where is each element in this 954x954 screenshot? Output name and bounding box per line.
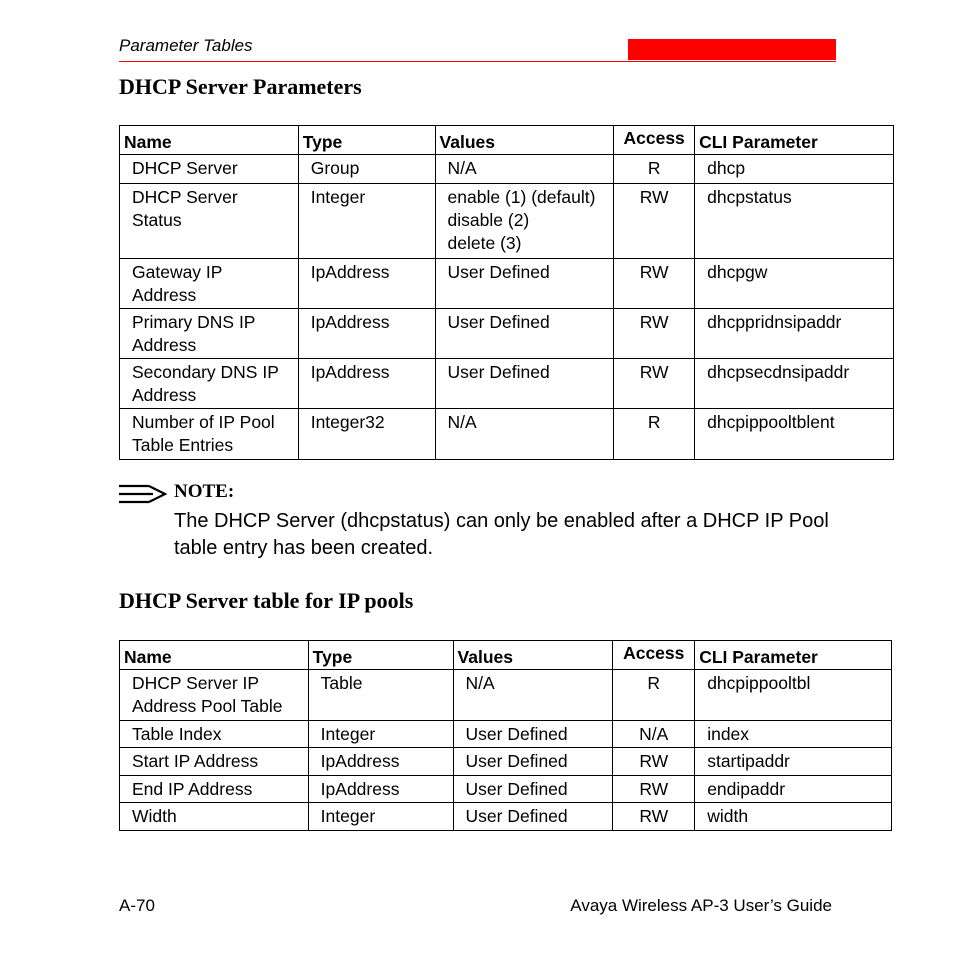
cell-type: Table [308, 670, 453, 721]
cell-access: RW [614, 184, 695, 259]
table-header-row [120, 126, 894, 155]
column-header-cli-parameter: CLI Parameter [695, 641, 892, 670]
cell-name-line: Address [132, 285, 197, 305]
table-row [120, 309, 894, 359]
cell-cli-parameter: startipaddr [695, 748, 892, 776]
cell-name-line: Address Pool Table [132, 696, 283, 716]
cell-name [120, 748, 309, 776]
cell-name-line: Primary DNS IP [132, 312, 256, 332]
cell-cli-parameter: dhcpippooltblent [695, 409, 894, 460]
dhcp-ip-pools-table [119, 640, 892, 831]
cell-name [120, 721, 309, 748]
column-header-type: Type [298, 126, 435, 155]
cell-type: Group [298, 155, 435, 184]
cell-cli-parameter: dhcpsecdnsipaddr [695, 359, 894, 409]
cell-type: IpAddress [298, 309, 435, 359]
cell-name-line: Status [132, 210, 182, 230]
table-row [120, 776, 892, 803]
page-number: A-70 [119, 896, 155, 915]
dhcp-server-parameters-table [119, 125, 894, 460]
cell-cli-parameter: endipaddr [695, 776, 892, 803]
cell-name-line: Table Entries [132, 435, 234, 455]
table-row [120, 670, 892, 721]
cell-values [435, 359, 614, 409]
cell-access: RW [614, 259, 695, 309]
header-accent-bar [628, 39, 836, 60]
note-label: NOTE: [174, 481, 235, 502]
cell-type: IpAddress [298, 259, 435, 309]
cell-values [453, 748, 613, 776]
cell-cli-parameter: index [695, 721, 892, 748]
cell-name [120, 409, 299, 460]
cell-type: IpAddress [308, 776, 453, 803]
cell-values [453, 776, 613, 803]
cell-values [453, 803, 613, 831]
cell-name [120, 309, 299, 359]
note-text: The DHCP Server (dhcpstatus) can only be enabled after a DHCP IP Pool table entry has been created. [174, 510, 829, 559]
column-header-name: Name [120, 641, 309, 670]
cell-values-line: N/A [447, 412, 477, 432]
cell-name-line: DHCP Server [132, 187, 238, 207]
cell-name-line: Table Index [132, 724, 222, 744]
cell-name [120, 776, 309, 803]
cell-cli-parameter: dhcppridnsipaddr [695, 309, 894, 359]
cell-name [120, 259, 299, 309]
cell-name-line: DHCP Server IP [132, 673, 260, 693]
cell-values-line: enable (1) (default) [447, 187, 596, 207]
running-head: Parameter Tables [119, 36, 253, 55]
cell-values [435, 409, 614, 460]
cell-values [453, 670, 613, 721]
column-header-type: Type [308, 641, 453, 670]
cell-type: IpAddress [298, 359, 435, 409]
cell-cli-parameter: width [695, 803, 892, 831]
cell-type: Integer [298, 184, 435, 259]
table-header-row [120, 641, 892, 670]
cell-values [435, 184, 614, 259]
cell-values-line: User Defined [465, 724, 568, 744]
column-header-name: Name [120, 126, 299, 155]
cell-values-line: User Defined [447, 262, 550, 282]
cell-values [453, 721, 613, 748]
cell-access: N/A [613, 721, 695, 748]
section-title-dhcp-server-parameters: DHCP Server Parameters [119, 74, 362, 99]
cell-type: Integer [308, 803, 453, 831]
column-header-access: Access [613, 641, 695, 670]
cell-cli-parameter: dhcp [695, 155, 894, 184]
column-header-cli-parameter: CLI Parameter [695, 126, 894, 155]
guide-title: Avaya Wireless AP-3 User’s Guide [570, 896, 832, 915]
cell-values-line: User Defined [465, 779, 568, 799]
table-row [120, 155, 894, 184]
cell-values [435, 155, 614, 184]
cell-name [120, 670, 309, 721]
cell-values-line: disable (2) [447, 210, 530, 230]
cell-name [120, 155, 299, 184]
cell-values-line: User Defined [447, 312, 550, 332]
table-row [120, 359, 894, 409]
cell-cli-parameter: dhcpippooltbl [695, 670, 892, 721]
cell-access: RW [614, 359, 695, 409]
cell-name [120, 359, 299, 409]
cell-values-line: N/A [465, 673, 495, 693]
cell-access: RW [613, 776, 695, 803]
table-row [120, 409, 894, 460]
cell-values [435, 259, 614, 309]
cell-access: RW [613, 803, 695, 831]
column-header-values: Values [453, 641, 613, 670]
table-row [120, 748, 892, 776]
table-row [120, 721, 892, 748]
table-row [120, 184, 894, 259]
cell-values-line: User Defined [447, 362, 550, 382]
cell-access: R [614, 155, 695, 184]
cell-name-line: Gateway IP [132, 262, 223, 282]
cell-type: Integer [308, 721, 453, 748]
note-arrow-icon [119, 483, 167, 505]
cell-cli-parameter: dhcpstatus [695, 184, 894, 259]
header-rule [119, 61, 836, 62]
section-title-dhcp-server-ip-pools: DHCP Server table for IP pools [119, 588, 414, 613]
cell-values-line: N/A [447, 158, 477, 178]
cell-name-line: Width [132, 806, 177, 826]
cell-values [435, 309, 614, 359]
cell-name-line: Secondary DNS IP [132, 362, 279, 382]
cell-cli-parameter: dhcpgw [695, 259, 894, 309]
cell-values-line: User Defined [465, 751, 568, 771]
cell-name-line: Address [132, 335, 197, 355]
cell-name-line: Address [132, 385, 197, 405]
cell-access: R [614, 409, 695, 460]
cell-name-line: End IP Address [132, 779, 253, 799]
cell-access: RW [614, 309, 695, 359]
cell-name-line: Start IP Address [132, 751, 259, 771]
cell-name-line: Number of IP Pool [132, 412, 275, 432]
cell-name [120, 184, 299, 259]
column-header-values: Values [435, 126, 614, 155]
column-header-access: Access [614, 126, 695, 155]
table-row [120, 259, 894, 309]
cell-type: IpAddress [308, 748, 453, 776]
cell-type: Integer32 [298, 409, 435, 460]
cell-name-line: DHCP Server [132, 158, 238, 178]
cell-values-line: delete (3) [447, 233, 522, 253]
cell-values-line: User Defined [465, 806, 568, 826]
cell-access: R [613, 670, 695, 721]
cell-name [120, 803, 309, 831]
cell-access: RW [613, 748, 695, 776]
table-row [120, 803, 892, 831]
